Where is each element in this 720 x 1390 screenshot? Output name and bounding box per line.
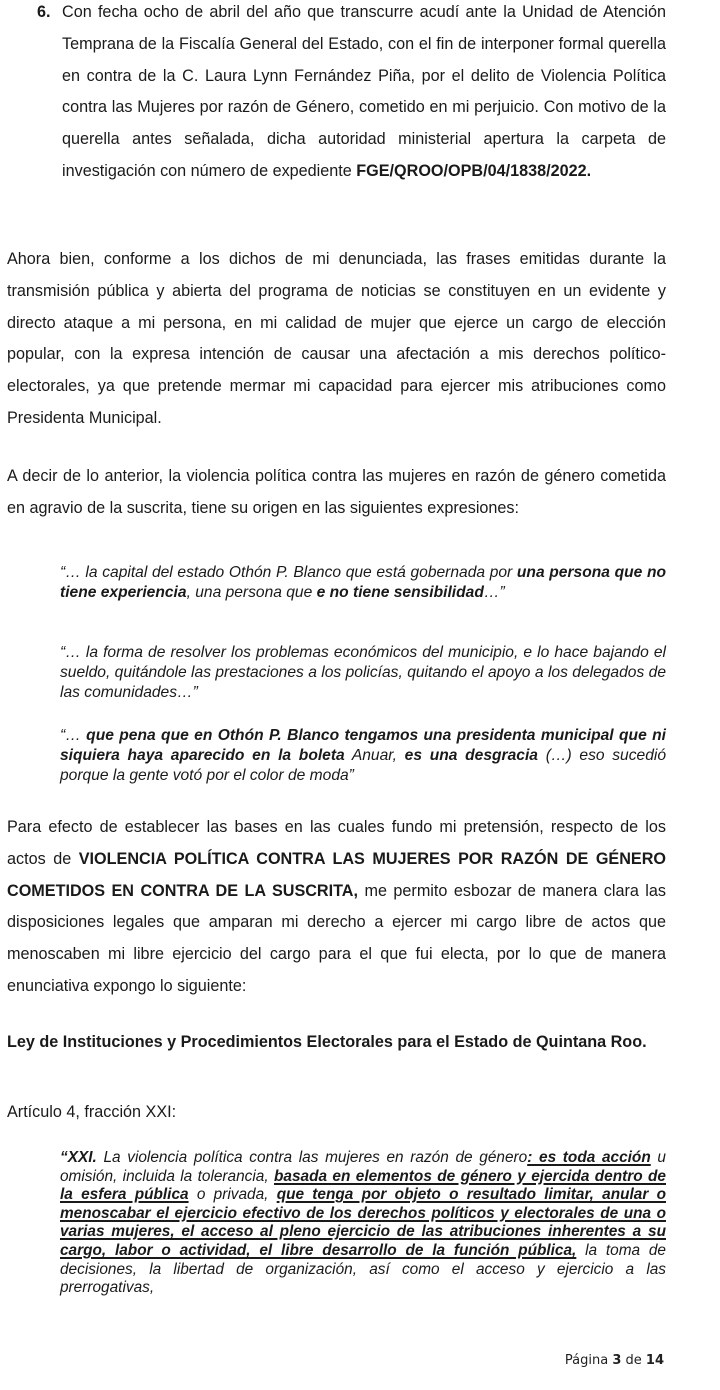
paragraph-ahora-bien: Ahora bien, conforme a los dichos de mi denunciada, las frases emitidas durante la transmisión pública y abierta del programa de noticias se constituyen en un evidente y directo ataque a mi persona, en mi calidad de mujer que ejerce un cargo de elección popular, con la expresa intención de causar una afectación a mis derechos político-electorales, ya que pretende mermar mi capacidad para ejercer mis atribuciones como Presidenta Municipal.	[7, 250, 666, 427]
quote4-underlined: : es toda acción	[527, 1149, 651, 1166]
article-reference: Artículo 4, fracción XXI:	[7, 1103, 177, 1121]
paragraph-a-decir: A decir de lo anterior, la violencia política contra las mujeres en razón de género cometida en agravio de la suscrita, tiene su origen en las siguientes expresiones:	[7, 467, 666, 517]
page-total: 14	[645, 1353, 664, 1368]
quote4-part: u omisión, incluida la tolerancia,	[60, 1149, 666, 1185]
law-title	[7, 1027, 666, 1059]
numbered-paragraph-6	[37, 0, 666, 188]
quote1-part: , una persona que	[186, 584, 317, 601]
paragraph-para-efecto	[7, 812, 666, 1003]
para3-part: me permito esbozar de manera clara las disposiciones legales que amparan mi derecho a ejercer mi cargo libre de actos que menoscaben mi libre ejercicio del cargo para el que fui electa, por lo que de manera enunciativa expongo lo siguiente:	[7, 881, 666, 995]
item-number: 6.	[37, 3, 51, 21]
quote-problemas-economicos: “… la forma de resolver los problemas económicos del municipio, e lo hace bajando el sueldo, quitándole las prestaciones a los policías, quitando el apoyo a los delegados de las comunidades…”	[60, 644, 666, 701]
quote1-bold: e no tiene sensibilidad	[316, 584, 484, 601]
page-footer	[565, 1353, 664, 1368]
quote3-part: Anuar,	[344, 747, 405, 764]
footer-label: Página	[564, 1353, 609, 1368]
quote3-bold: es una desgracia	[404, 747, 538, 764]
quote3-bold: que pena que en Othón P. Blanco tengamos una presidenta municipal que ni siquiera haya aparecido en la boleta	[60, 727, 666, 764]
quote1-bold: una persona que no tiene experiencia	[60, 564, 666, 601]
quote4-part: o privada,	[188, 1186, 277, 1204]
quote1-part: …”	[483, 584, 505, 601]
quote3-part: “…	[60, 727, 87, 744]
quote1-part: “… la capital del estado Othón P. Blanco que está gobernada por	[60, 564, 517, 581]
page-current: 3	[612, 1353, 622, 1368]
para3-bold: VIOLENCIA POLÍTICA CONTRA LAS MUJERES POR RAZÓN DE GÉNERO COMETIDOS EN CONTRA DE LA SUSCRITA,	[7, 849, 666, 900]
quote3-part: (…) eso sucedió porque la gente votó por el color de moda”	[60, 747, 666, 784]
item-intro: Con fecha ocho de abril del año que transcurre acudí ante la Unidad de Atención Temprana de la Fiscalía General del Estado, con el fin de interponer formal querella en contra de la C. Laura Lynn Fernández Piña, por el delito de Violencia Política contra las Mujeres por razón de Género, cometido en mi perjuicio. Con motivo de la querella antes señalada, dicha autoridad ministerial apertura la carpeta de investigación con número de expediente	[62, 3, 666, 180]
quote-experiencia	[60, 563, 666, 603]
quote4-part: la toma de decisiones, la libertad de organización, así como el acceso y ejercicio a las prerrogativas,	[60, 1241, 666, 1297]
quote-boleta	[60, 726, 666, 786]
item-text	[37, 0, 666, 188]
quote4-underlined: basada en elementos de género y ejercida dentro de la esfera pública	[60, 1167, 666, 1204]
law-title-text: Ley de Instituciones y Procedimientos Electorales para el Estado de Quintana Roo.	[7, 1033, 647, 1051]
quote4-underlined: que tenga por objeto o resultado limitar, anular o menoscabar el ejercicio efectivo de los derechos políticos y electorales de una o varias mujeres, el acceso al pleno ejercicio de las atribuciones inherentes a su cargo, labor o actividad, el libre desarrollo de la función pública,	[60, 1186, 666, 1259]
quote-fraccion-xxi	[60, 1149, 666, 1298]
expediente-number: FGE/QROO/OPB/04/1838/2022.	[356, 161, 592, 180]
quote4-bold: “XXI.	[60, 1149, 97, 1166]
footer-of: de	[625, 1353, 642, 1368]
quote4-part: La violencia política contra las mujeres en razón de género	[96, 1149, 528, 1166]
para3-part: Para efecto de establecer las bases en las cuales fundo mi pretensión, respecto de los actos de	[7, 818, 666, 868]
